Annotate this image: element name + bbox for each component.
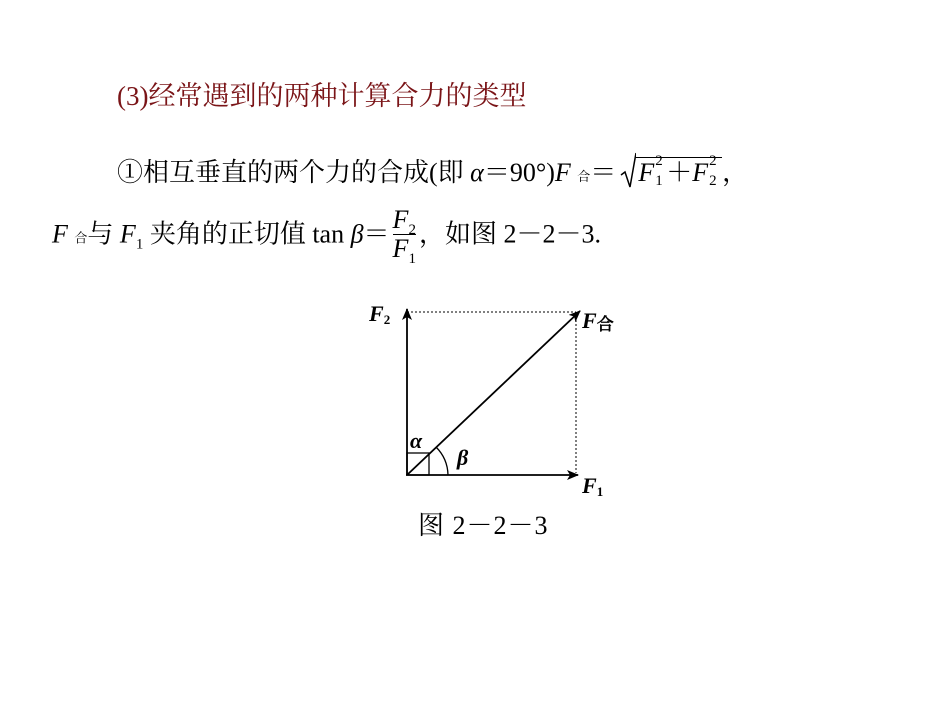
- resultant-subscript: 合: [577, 169, 591, 184]
- resultant-label: F合: [582, 308, 614, 334]
- f1-symbol: F: [119, 219, 136, 249]
- fraction: [392, 205, 416, 268]
- tangent-text: 夹角的正切值 tan: [143, 219, 351, 249]
- resultant-F: F: [554, 158, 571, 187]
- beta-arc: [436, 447, 448, 475]
- beta-label: β: [457, 445, 469, 470]
- radical-icon: [620, 151, 636, 191]
- section-heading: (3)经常遇到的两种计算合力的类型: [117, 81, 527, 111]
- line1-prefix: ①相互垂直的两个力的合成(即: [117, 158, 471, 187]
- fraction-denominator: $F_1$: [392, 234, 416, 268]
- equals-sign: ＝: [590, 158, 617, 187]
- formula-line-1: [117, 155, 748, 195]
- f2-term: F: [692, 158, 709, 187]
- plus-sign: ＋: [666, 158, 693, 187]
- figure-caption: 图 2－2－3: [418, 511, 549, 540]
- f1-symbol-sub: 1: [135, 236, 144, 253]
- f1-label: F1: [582, 473, 604, 499]
- beta-symbol: β: [350, 219, 364, 249]
- line2-suffix: ，如图 2－2－3.: [418, 219, 601, 249]
- angle-90: ＝90°): [483, 158, 555, 187]
- f2-label: F2: [369, 301, 391, 327]
- formula-line-2: [52, 205, 601, 268]
- alpha-symbol: α: [470, 158, 484, 187]
- alpha-label: α: [410, 428, 423, 453]
- resultant-F-2: F: [52, 219, 68, 249]
- resultant-subscript-2: 合: [74, 230, 88, 246]
- equals-sign-2: ＝: [363, 219, 390, 249]
- yu-text: 与: [87, 219, 120, 249]
- force-diagram: [360, 295, 630, 505]
- line1-comma: ，: [722, 158, 749, 187]
- fraction-numerator: $F_2$: [392, 205, 416, 239]
- square-root: F 2 1 ＋F 2 2: [620, 155, 722, 191]
- resultant-arrow: [407, 311, 580, 475]
- f1-term: F: [638, 158, 655, 187]
